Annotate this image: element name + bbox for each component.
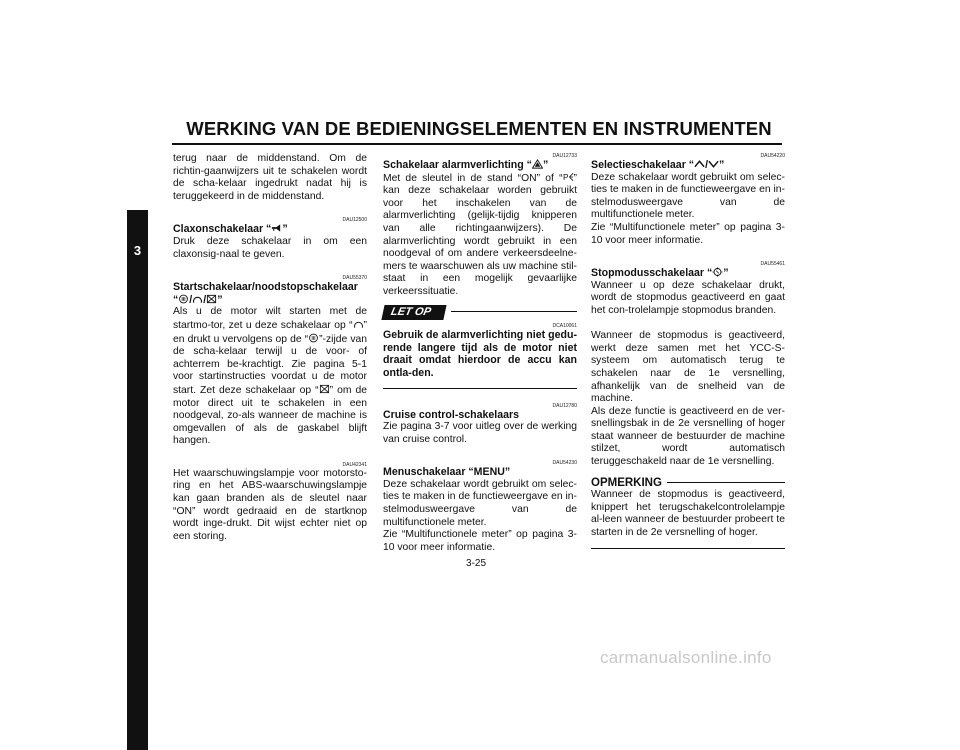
stop-mode-switch-heading: Stopmodusschakelaar “ ” xyxy=(591,267,729,280)
start-icon xyxy=(308,333,319,343)
column-2 xyxy=(383,153,577,554)
select-switch-heading: Selectieschakelaar “ / ” xyxy=(591,159,725,171)
section-code: DAU12500 xyxy=(342,217,367,224)
section-code: DCA10061 xyxy=(552,323,577,330)
stop-mode-icon xyxy=(712,267,723,277)
chapter-number: 3 xyxy=(133,243,142,258)
section-code: DAU42341 xyxy=(342,461,367,468)
stop-mode-text-3: Als deze functie is geactiveerd en de ver-snellingsbak in de 2e versnelling of hoger staat wanneer de bestuurder de machine stilzet, wordt automatisch teruggeschakeld naar de 1e versnelling. xyxy=(591,405,785,468)
select-switch-reference: Zie “Multifunctionele meter” op pagina 3-10 voor meer informatie. xyxy=(591,221,785,246)
start-switch-text: Als u de motor wilt starten met de startmo-tor, zet u deze schakelaar op “ ” en drukt u vervolgens op de “ ”-zijde van de scha-kelaar terwijl u de voor- of achterrem be-krachtigt. Zie pagina 5-1 voor startinstructies voordat u de motor start. Zet deze schakelaar op “ ” om de motor direct uit te schakelen in een noodgeval, zo-als wanneer de machine is omgevallen of als de gaskabel blijft hangen. xyxy=(173,306,367,447)
engine-run-icon xyxy=(353,319,364,329)
warning-light-text: Het waarschuwingslampje voor motorsto-ring en het ABS-waarschuwingslampje kan gaan branden als de sleutel naar “ON” wordt gedraaid en de startknop wordt inge-drukt. Dit wijst echter niet op een storing. xyxy=(173,467,367,542)
header-rule xyxy=(172,143,782,145)
page-number: 3-25 xyxy=(466,558,487,569)
horn-icon xyxy=(271,223,282,233)
opmerking-text: Wanneer de stopmodus is geactiveerd, knippert het terugschakelcontrolelampje al-leen wanneer de bestuurder probeert te starten in de 2e versnelling of hoger. xyxy=(591,489,785,539)
section-code: DAU54220 xyxy=(760,153,785,159)
select-switch-text: Deze schakelaar wordt gebruikt om selec-ties te maken in de functieweergave en in-stelmodusweergave van de multifunctionele meter. xyxy=(591,171,785,221)
let-op-notice xyxy=(383,305,577,389)
cruise-control-text: Zie pagina 3-7 voor uitleg over de werking van cruise control. xyxy=(383,421,577,445)
notice-end-rule xyxy=(591,548,785,549)
start-icon xyxy=(178,294,189,304)
let-op-label: LET OP xyxy=(381,305,446,320)
cruise-control-heading: Cruise control-schakelaars xyxy=(383,408,520,421)
let-op-text: Gebruik de alarmverlichting niet gedu-rende langere tijd als de motor niet draait omdat hierdoor de accu kan ontla-den. xyxy=(383,329,577,379)
menu-switch-text: Deze schakelaar wordt gebruikt om selec-ties te maken in de functieweergave en in-stelmodusweergave van de multifunctionele meter. xyxy=(383,478,577,528)
section-code: DAU55461 xyxy=(760,261,785,268)
hazard-switch-text: Met de sleutel in de stand “ON” of “ P ” kan deze schakelaar worden gebruikt voor het inschakelen van de alarmverlichting (gelijk-tijdig knipperen van alle richtingaanwijzers). De alarmverlichting wordt gebruikt in een noodgeval of om andere verkeersdeelne-mers te waarschuwen als uw machine stil-staat in een mogelijk gevaarlijke verkeerssituatie. xyxy=(383,172,577,297)
menu-switch-reference: Zie “Multifunctionele meter” op pagina 3-10 voor meer informatie. xyxy=(383,529,577,553)
start-switch-heading-icons: “ / / ” xyxy=(173,293,223,306)
column-1 xyxy=(173,153,367,543)
svg-text:P: P xyxy=(562,172,569,182)
hazard-triangle-icon xyxy=(532,159,543,169)
horn-switch-heading: Claxonschakelaar “ ” xyxy=(173,223,288,236)
engine-run-icon xyxy=(192,294,203,304)
engine-stop-icon xyxy=(319,384,330,394)
opmerking-notice xyxy=(591,477,785,549)
section-code: DAU55370 xyxy=(342,275,367,282)
stop-mode-text-2: Wanneer de stopmodus is geactiveerd, werkt deze samen met het YCC-S-systeem om automatisch terug te schakelen naar de 1e versnelling, afhankelijk van de snelheid van de machine. xyxy=(591,330,785,405)
engine-stop-icon xyxy=(206,294,217,304)
chevron-down-icon xyxy=(708,159,719,169)
hazard-switch-heading: Schakelaar alarmverlichting “ ” xyxy=(383,159,549,171)
page-title: WERKING VAN DE BEDIENINGSELEMENTEN EN INSTRUMENTEN xyxy=(186,118,772,139)
start-switch-heading: Startschakelaar/noodstopschakelaar xyxy=(173,281,358,294)
watermark: carmanualsonline.info xyxy=(600,648,772,667)
menu-switch-heading: Menuschakelaar “MENU” xyxy=(383,466,511,479)
stop-mode-text-1: Wanneer u op deze schakelaar drukt, wordt de stopmodus geactiveerd en gaat het con-trolelampje stopmodus branden. xyxy=(591,279,785,316)
section-code: DAU12780 xyxy=(552,402,577,409)
opmerking-label: OPMERKING xyxy=(591,476,662,489)
parking-light-icon xyxy=(563,172,574,182)
horn-switch-text: Druk deze schakelaar in om een claxonsig-naal te geven. xyxy=(173,235,367,260)
chevron-up-icon xyxy=(694,159,705,169)
notice-rule xyxy=(451,311,577,312)
section-code: DAU12733 xyxy=(552,153,577,159)
chapter-tab xyxy=(127,210,148,750)
column-3 xyxy=(591,153,785,549)
notice-rule xyxy=(667,482,785,483)
section-code: DAU54230 xyxy=(552,460,577,467)
notice-end-rule xyxy=(383,388,577,389)
intro-paragraph: terug naar de middenstand. Om de richtin-gaanwijzers uit te schakelen wordt de scha-kelaar ingedrukt nadat hij is teruggekeerd in de middenstand. xyxy=(173,153,367,202)
